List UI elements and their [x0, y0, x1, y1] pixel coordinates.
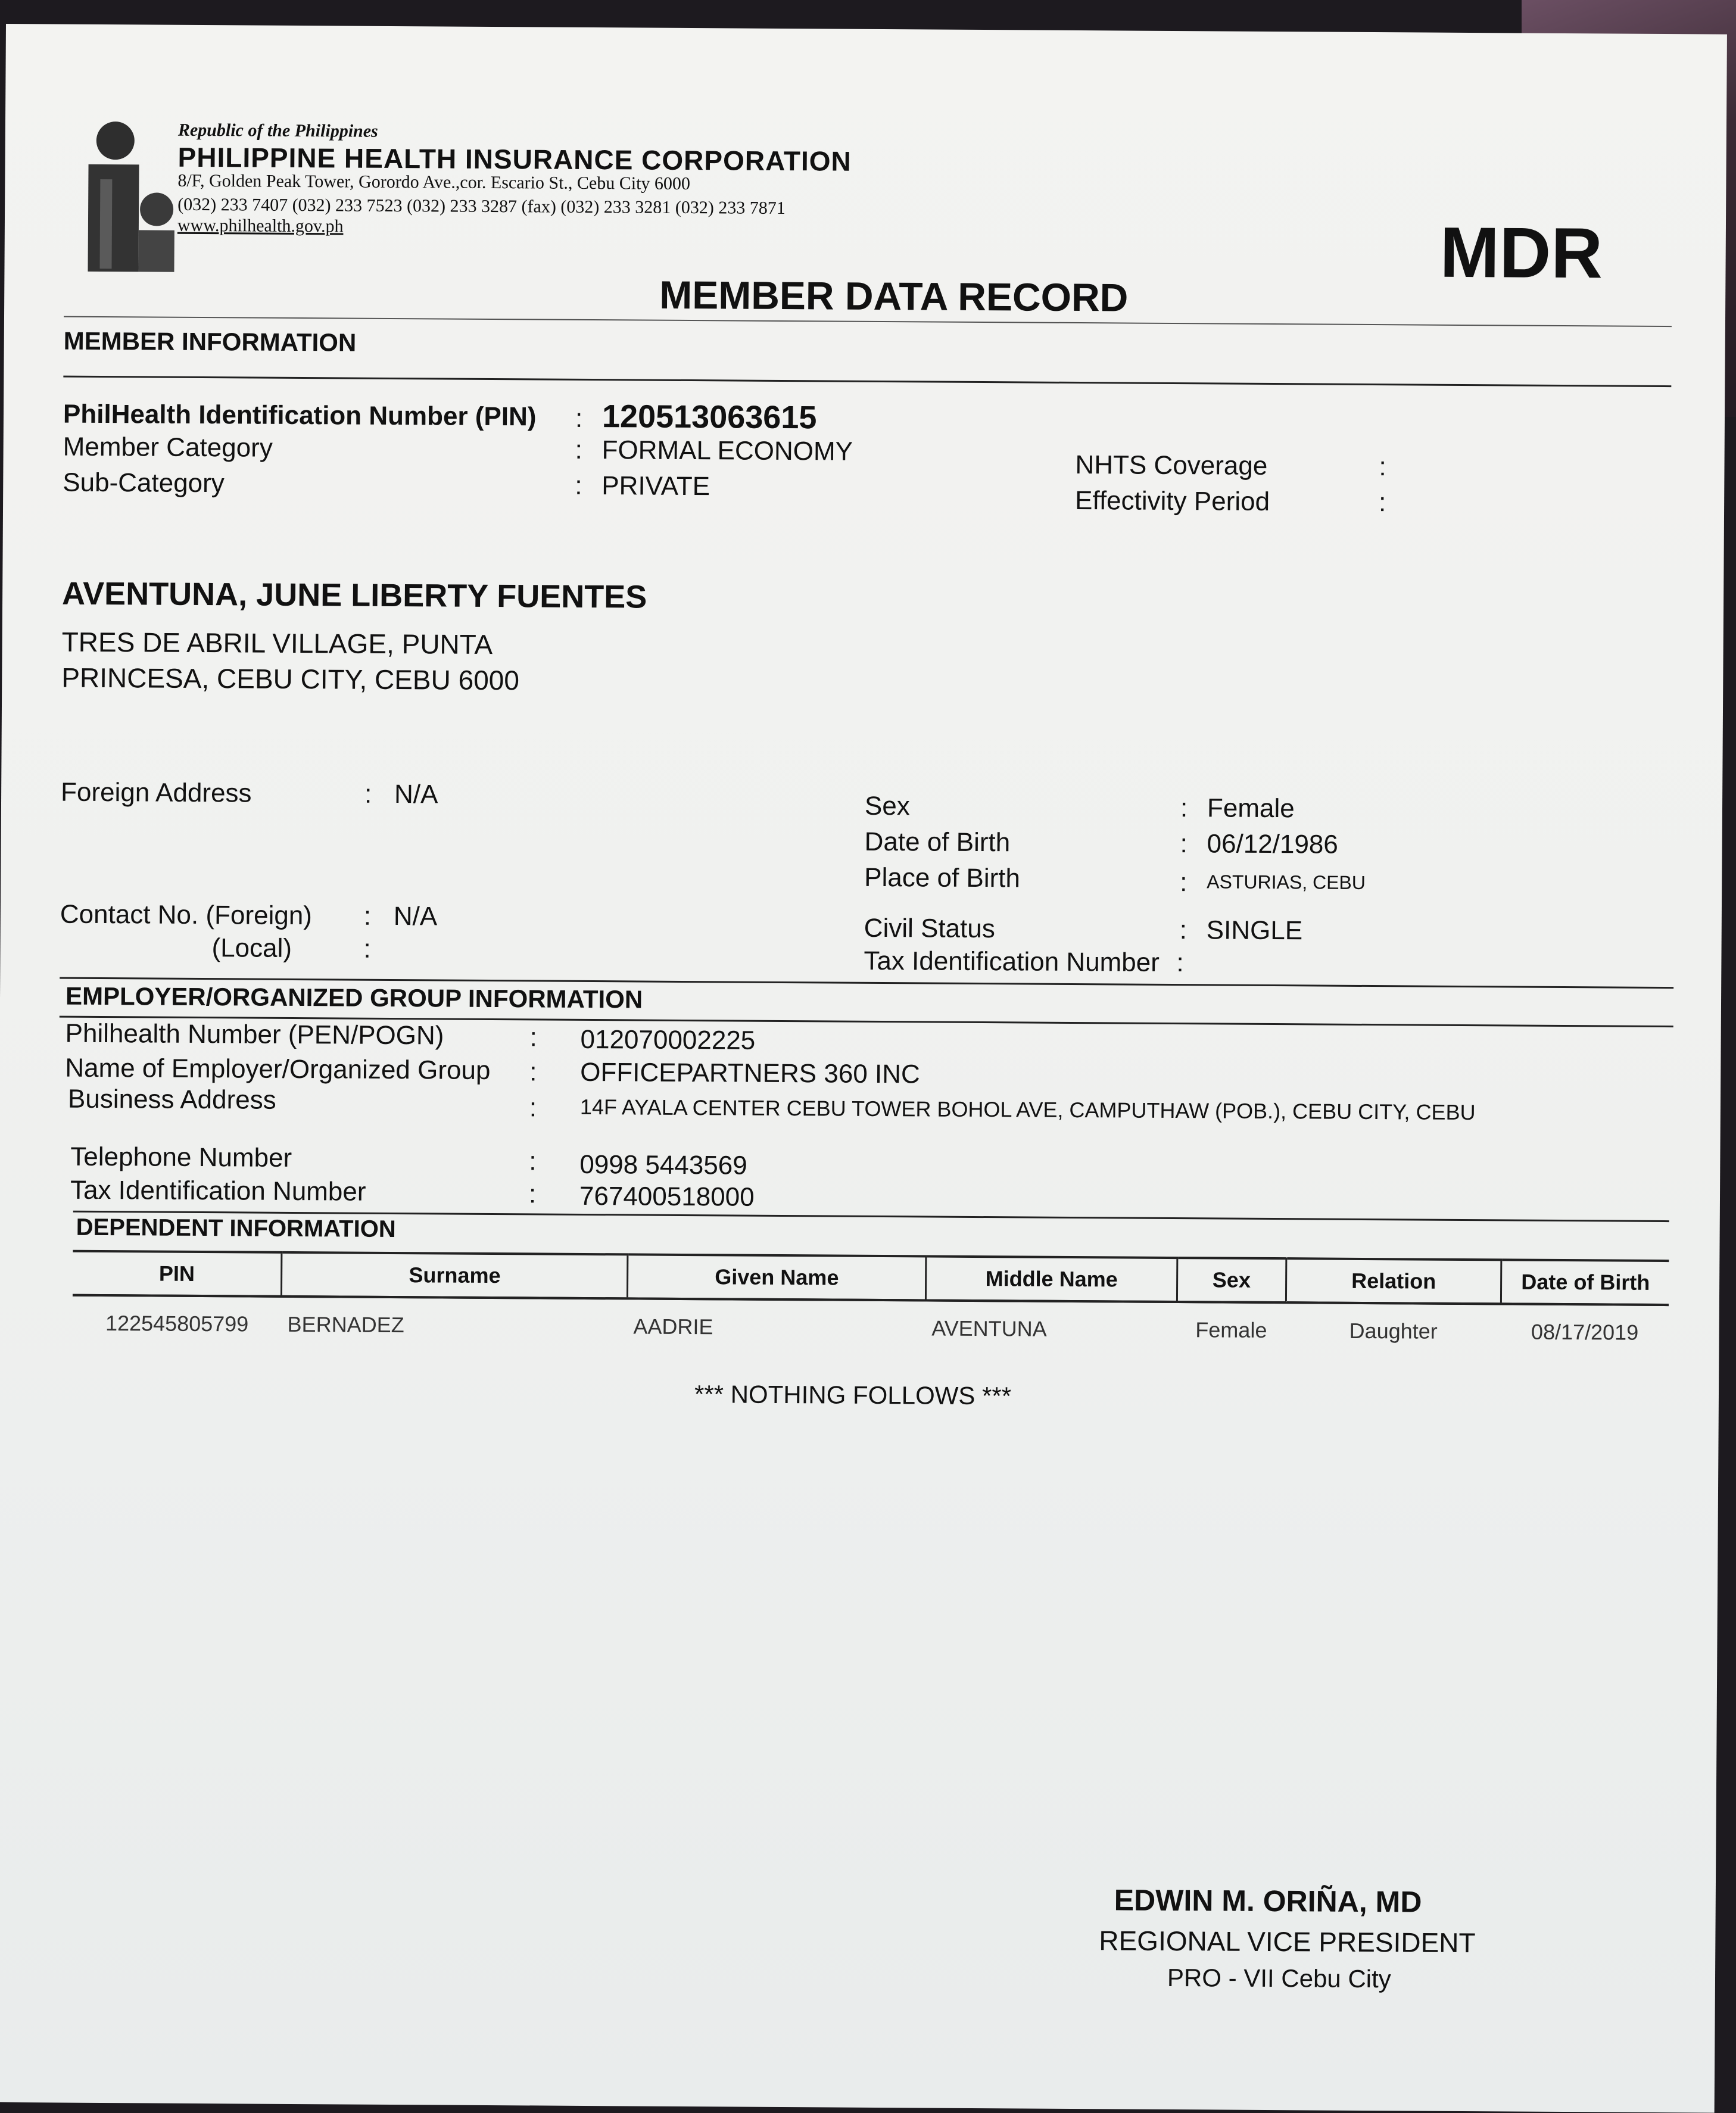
colon: :	[1180, 868, 1188, 897]
column-header-middle-name: Middle Name	[926, 1256, 1177, 1302]
signatory-name: EDWIN M. ORIÑA, MD	[1114, 1883, 1422, 1919]
business-address-value: 14F AYALA CENTER CEBU TOWER BOHOL AVE, CAMPUTHAW (POB.), CEBU CITY, CEBU	[579, 1094, 1476, 1125]
column-header-given-name: Given Name	[628, 1254, 926, 1300]
civil-status-label: Civil Status	[864, 913, 995, 944]
nothing-follows-note: *** NOTHING FOLLOWS ***	[694, 1380, 1012, 1410]
member-address-line2: PRINCESA, CEBU CITY, CEBU 6000	[61, 662, 520, 696]
org-phones: (032) 233 7407 (032) 233 7523 (032) 233 3287 (fax) (032) 233 3281 (032) 233 7871	[177, 194, 786, 219]
pin-value: 120513063615	[601, 398, 817, 436]
pen-value: 012070002225	[580, 1024, 756, 1055]
colon: :	[528, 1179, 537, 1209]
colon: :	[364, 779, 372, 809]
signatory-position: REGIONAL VICE PRESIDENT	[1099, 1925, 1476, 1959]
sex-value: Female	[1207, 793, 1295, 824]
colon: :	[529, 1093, 537, 1123]
employer-tin-label: Tax Identification Number	[70, 1175, 366, 1207]
employer-section-title: EMPLOYER/ORGANIZED GROUP INFORMATION	[65, 981, 643, 1014]
contact-foreign-value: N/A	[393, 902, 438, 931]
colon: :	[529, 1146, 537, 1176]
dependent-sex: Female	[1195, 1317, 1267, 1342]
employer-name-label: Name of Employer/Organized Group	[65, 1053, 491, 1086]
sub-category-value: PRIVATE	[601, 471, 710, 501]
dependent-relation: Daughter	[1349, 1318, 1438, 1344]
telephone-value: 0998 5443569	[579, 1149, 747, 1180]
sub-category-label: Sub-Category	[63, 468, 225, 498]
telephone-label: Telephone Number	[70, 1142, 292, 1173]
contact-local-label: (Local)	[211, 933, 292, 963]
foreign-address-label: Foreign Address	[60, 777, 252, 808]
colon: :	[363, 901, 372, 931]
sex-label: Sex	[864, 791, 910, 821]
colon: :	[1176, 948, 1184, 978]
dependent-pin: 122545805799	[105, 1311, 249, 1336]
signatory-office: PRO - VII Cebu City	[1167, 1963, 1391, 1993]
nhts-coverage-label: NHTS Coverage	[1075, 450, 1268, 481]
colon: :	[575, 470, 582, 500]
column-header-dob: Date of Birth	[1501, 1260, 1669, 1305]
effectivity-period-label: Effectivity Period	[1074, 485, 1270, 516]
org-name: PHILIPPINE HEALTH INSURANCE CORPORATION	[177, 141, 852, 177]
colon: :	[1179, 915, 1188, 945]
dependent-surname: BERNADEZ	[287, 1311, 404, 1338]
member-tin-label: Tax Identification Number	[864, 946, 1160, 977]
member-address-line1: TRES DE ABRIL VILLAGE, PUNTA	[61, 626, 493, 660]
column-header-pin: PIN	[73, 1251, 282, 1297]
contact-foreign-label: Contact No. (Foreign)	[60, 899, 313, 931]
mdr-code: MDR	[1439, 212, 1603, 294]
colon: :	[575, 403, 583, 433]
business-address-label: Business Address	[67, 1084, 276, 1115]
civil-status-value: SINGLE	[1206, 915, 1303, 946]
page-title: MEMBER DATA RECORD	[659, 272, 1129, 320]
column-header-sex: Sex	[1177, 1258, 1286, 1302]
pin-label: PhilHealth Identification Number (PIN)	[63, 399, 537, 432]
dependent-given-name: AADRIE	[633, 1314, 713, 1339]
colon: :	[1378, 488, 1386, 518]
colon: :	[363, 934, 371, 964]
republic-text: Republic of the Philippines	[177, 120, 378, 141]
colon: :	[529, 1057, 537, 1087]
org-address: 8/F, Golden Peak Tower, Gorordo Ave.,cor. Escario St., Cebu City 6000	[177, 170, 691, 194]
dob-label: Date of Birth	[864, 827, 1011, 858]
dependent-dob: 08/17/2019	[1531, 1319, 1639, 1345]
member-name: AVENTUNA, JUNE LIBERTY FUENTES	[61, 575, 647, 615]
pob-value: ASTURIAS, CEBU	[1207, 871, 1366, 893]
member-section-title: MEMBER INFORMATION	[63, 326, 357, 357]
colon: :	[529, 1023, 538, 1052]
foreign-address-value: N/A	[394, 780, 438, 809]
employer-name-value: OFFICEPARTNERS 360 INC	[580, 1057, 920, 1089]
dependents-table	[72, 1250, 1669, 1360]
member-category-label: Member Category	[63, 432, 273, 463]
pob-label: Place of Birth	[864, 862, 1021, 893]
dependent-section-title: DEPENDENT INFORMATION	[76, 1214, 396, 1243]
divider	[63, 376, 1671, 387]
dob-value: 06/12/1986	[1207, 829, 1338, 859]
employer-tin-value: 767400518000	[579, 1181, 755, 1212]
table-row	[72, 1295, 1669, 1360]
colon: :	[1180, 829, 1188, 859]
member-category-value: FORMAL ECONOMY	[601, 435, 853, 466]
document-page	[0, 24, 1727, 2113]
column-header-relation: Relation	[1286, 1258, 1501, 1304]
org-website[interactable]: www.philhealth.gov.ph	[177, 215, 344, 236]
pen-label: Philhealth Number (PEN/POGN)	[65, 1018, 444, 1051]
colon: :	[1379, 452, 1386, 482]
colon: :	[1180, 793, 1188, 823]
philhealth-logo-icon	[82, 120, 184, 275]
colon: :	[575, 435, 583, 465]
dependent-middle-name: AVENTUNA	[931, 1316, 1047, 1341]
column-header-surname: Surname	[282, 1252, 628, 1299]
